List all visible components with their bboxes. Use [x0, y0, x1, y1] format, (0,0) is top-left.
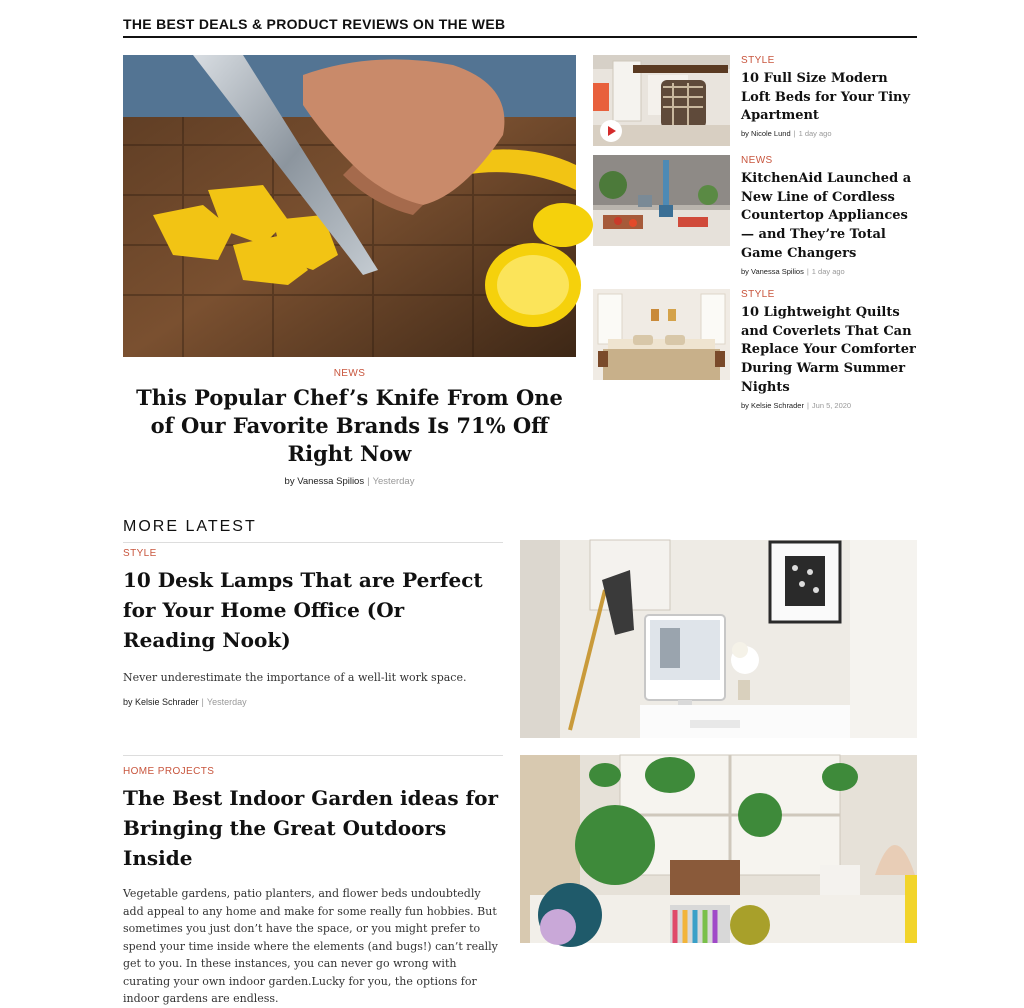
byline-separator: | — [367, 476, 370, 487]
home-office-desk-image — [520, 540, 917, 738]
sidebar-category[interactable]: NEWS — [741, 155, 773, 166]
byline-separator: | — [201, 696, 204, 707]
hero-byline — [123, 476, 576, 487]
sidebar-item-text — [741, 155, 921, 276]
article-byline — [123, 697, 503, 707]
hero-date: Yesterday — [372, 476, 415, 487]
bedroom-quilt-image — [593, 289, 730, 380]
sidebar-title[interactable]: 10 Full Size Modern Loft Beds for Your Tiny Apartment — [741, 71, 911, 124]
sidebar-byline — [741, 129, 921, 138]
article-title[interactable]: The Best Indoor Garden ideas for Bringing the Great Outdoors Inside — [123, 786, 499, 870]
sidebar-item-text — [741, 289, 921, 410]
kitchen-appliances-image — [593, 155, 730, 246]
article-title[interactable]: 10 Desk Lamps That are Perfect for Your Home Office (Or Reading Nook) — [123, 568, 483, 652]
article-excerpt: Never underestimate the importance of a well-lit work space. — [123, 671, 467, 684]
hero-article[interactable] — [123, 368, 576, 487]
hero-author[interactable]: by Vanessa Spilios — [284, 476, 365, 487]
video-play-icon[interactable] — [600, 120, 622, 142]
byline-separator: | — [806, 266, 809, 276]
article-divider — [123, 755, 503, 756]
sidebar-item-text — [741, 55, 921, 138]
sidebar-date: Jun 5, 2020 — [811, 400, 852, 410]
section-title: THE BEST DEALS & PRODUCT REVIEWS ON THE WEB — [123, 16, 917, 38]
hero-title[interactable]: This Popular Chef’s Knife From One of Our Favorite Brands Is 71% Off Right Now — [136, 385, 563, 466]
chef-knife-cutting-board-image — [123, 55, 576, 357]
quilts-thumbnail[interactable] — [593, 289, 730, 380]
indoor-garden-image[interactable] — [520, 755, 917, 943]
article-author[interactable]: by Kelsie Schrader — [123, 696, 199, 707]
sidebar-byline — [741, 267, 921, 276]
latest-article-indoor-garden[interactable] — [123, 766, 503, 1008]
sidebar-item-loft-beds[interactable] — [593, 55, 917, 150]
article-excerpt: Vegetable gardens, patio planters, and flower beds undoubtedly add appeal to any home and make for some really fun hobbies. But sometimes you just don’t have the space, or you might prefer to spend your time inside where the elements (and bugs!) can’t really get to you. In these instances, you can never go wrong with curating your own indoor garden.Lucky for you, the options for indoor gardens are endless. — [123, 887, 498, 1005]
sidebar-author[interactable]: by Kelsie Schrader — [741, 400, 804, 410]
hero-image[interactable] — [123, 55, 576, 357]
sidebar-category[interactable]: STYLE — [741, 55, 775, 66]
sidebar-title[interactable]: KitchenAid Launched a New Line of Cordless Countertop Appliances — and They’re Total Game Changers — [741, 171, 912, 261]
sidebar-author[interactable]: by Nicole Lund — [741, 129, 791, 139]
hero-category[interactable]: NEWS — [333, 368, 366, 379]
sidebar-item-quilts[interactable] — [593, 289, 917, 410]
sidebar-category[interactable]: STYLE — [741, 289, 775, 300]
sidebar-date: 1 day ago — [798, 129, 832, 139]
sidebar-item-kitchenaid[interactable] — [593, 155, 917, 285]
article-category[interactable]: STYLE — [123, 548, 157, 559]
sidebar-author[interactable]: by Vanessa Spilios — [741, 266, 804, 276]
latest-article-desk-lamps[interactable] — [123, 548, 503, 707]
sidebar-byline — [741, 401, 921, 410]
article-category[interactable]: HOME PROJECTS — [123, 766, 215, 777]
sidebar-title[interactable]: 10 Lightweight Quilts and Coverlets That Can Replace Your Comforter During Warm Summer Nights — [741, 305, 916, 395]
desk-lamps-image[interactable] — [520, 540, 917, 738]
byline-separator: | — [793, 129, 796, 139]
sidebar-date: 1 day ago — [811, 266, 845, 276]
more-latest-heading: MORE LATEST — [123, 518, 503, 543]
article-date: Yesterday — [206, 696, 247, 707]
indoor-plants-room-image — [520, 755, 917, 943]
loft-bed-thumbnail[interactable] — [593, 55, 730, 146]
kitchenaid-thumbnail[interactable] — [593, 155, 730, 246]
byline-separator: | — [806, 400, 809, 410]
